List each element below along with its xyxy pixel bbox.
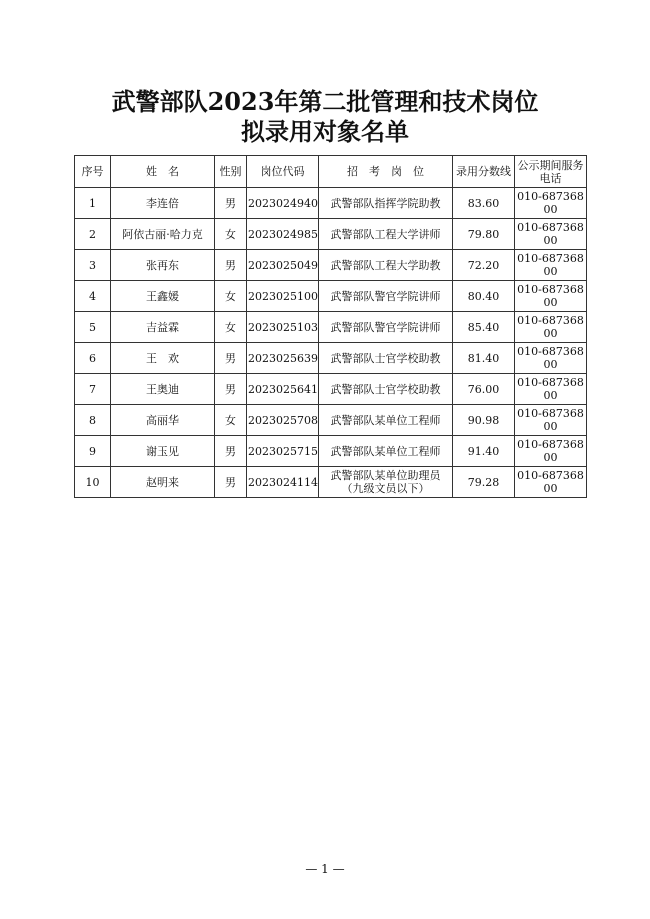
- page-number: — 1 —: [305, 862, 345, 876]
- cell-index: 2: [75, 219, 111, 250]
- cell-position-code: 2023025103: [247, 312, 319, 343]
- table-row: [75, 219, 587, 250]
- cell-index: 5: [75, 312, 111, 343]
- cell-position: 武警部队警官学院讲师: [319, 312, 453, 343]
- cell-phone: 010-68736800: [515, 281, 587, 312]
- cell-position-code: 2023025715: [247, 436, 319, 467]
- cell-name: 阿依古丽·哈力克: [111, 219, 215, 250]
- cell-gender: 女: [215, 219, 247, 250]
- title-line-1: 武警部队2023年第二批管理和技术岗位: [111, 87, 539, 116]
- header-index: 序号: [75, 156, 111, 188]
- cell-index: 4: [75, 281, 111, 312]
- cell-name: 王 欢: [111, 343, 215, 374]
- cell-position-code: 2023025708: [247, 405, 319, 436]
- header-position: 招 考 岗 位: [319, 156, 453, 188]
- cell-position-code: 2023025641: [247, 374, 319, 405]
- header-gender: 性别: [215, 156, 247, 188]
- cell-phone: 010-68736800: [515, 467, 587, 498]
- cell-position: 武警部队某单位助理员（九级文员以下）: [319, 467, 453, 498]
- cell-position: 武警部队指挥学院助教: [319, 188, 453, 219]
- cell-gender: 女: [215, 312, 247, 343]
- cell-phone: 010-68736800: [515, 343, 587, 374]
- table-row: [75, 281, 587, 312]
- cell-gender: 男: [215, 343, 247, 374]
- cell-position-code: 2023024985: [247, 219, 319, 250]
- cell-name: 吉益霖: [111, 312, 215, 343]
- cell-index: 7: [75, 374, 111, 405]
- cell-position: 武警部队士官学校助教: [319, 374, 453, 405]
- table-row: [75, 436, 587, 467]
- table-row: [75, 312, 587, 343]
- cell-score: 85.40: [453, 312, 515, 343]
- cell-name: 王奥迪: [111, 374, 215, 405]
- cell-position: 武警部队工程大学讲师: [319, 219, 453, 250]
- cell-score: 90.98: [453, 405, 515, 436]
- cell-index: 8: [75, 405, 111, 436]
- cell-phone: 010-68736800: [515, 219, 587, 250]
- cell-name: 李连倍: [111, 188, 215, 219]
- cell-index: 1: [75, 188, 111, 219]
- table-row: [75, 467, 587, 498]
- cell-gender: 男: [215, 250, 247, 281]
- cell-position-code: 2023025049: [247, 250, 319, 281]
- cell-gender: 女: [215, 405, 247, 436]
- cell-score: 81.40: [453, 343, 515, 374]
- cell-score: 91.40: [453, 436, 515, 467]
- header-phone: 公示期间服务电话: [515, 156, 587, 188]
- cell-score: 83.60: [453, 188, 515, 219]
- cell-gender: 男: [215, 374, 247, 405]
- cell-phone: 010-68736800: [515, 312, 587, 343]
- table-row: [75, 405, 587, 436]
- cell-index: 9: [75, 436, 111, 467]
- cell-index: 6: [75, 343, 111, 374]
- cell-position-code: 2023025639: [247, 343, 319, 374]
- cell-score: 79.80: [453, 219, 515, 250]
- cell-score: 76.00: [453, 374, 515, 405]
- cell-phone: 010-68736800: [515, 436, 587, 467]
- cell-phone: 010-68736800: [515, 405, 587, 436]
- cell-position: 武警部队警官学院讲师: [319, 281, 453, 312]
- header-name: 姓 名: [111, 156, 215, 188]
- cell-index: 10: [75, 467, 111, 498]
- cell-phone: 010-68736800: [515, 188, 587, 219]
- cell-name: 高丽华: [111, 405, 215, 436]
- cell-score: 72.20: [453, 250, 515, 281]
- cell-name: 王鑫媛: [111, 281, 215, 312]
- cell-position: 武警部队工程大学助教: [319, 250, 453, 281]
- table-row: [75, 188, 587, 219]
- cell-name: 赵明来: [111, 467, 215, 498]
- table-header-row: [75, 156, 587, 188]
- cell-position: 武警部队某单位工程师: [319, 405, 453, 436]
- cell-gender: 女: [215, 281, 247, 312]
- cell-phone: 010-68736800: [515, 250, 587, 281]
- header-score: 录用分数线: [453, 156, 515, 188]
- table-row: [75, 374, 587, 405]
- cell-name: 张再东: [111, 250, 215, 281]
- table-row: [75, 343, 587, 374]
- cell-phone: 010-68736800: [515, 374, 587, 405]
- cell-index: 3: [75, 250, 111, 281]
- table-row: [75, 250, 587, 281]
- cell-gender: 男: [215, 467, 247, 498]
- cell-score: 79.28: [453, 467, 515, 498]
- title-line-2: 拟录用对象名单: [241, 117, 409, 146]
- cell-position: 武警部队某单位工程师: [319, 436, 453, 467]
- cell-position: 武警部队士官学校助教: [319, 343, 453, 374]
- cell-name: 谢玉见: [111, 436, 215, 467]
- cell-gender: 男: [215, 188, 247, 219]
- cell-position-code: 2023024940: [247, 188, 319, 219]
- cell-score: 80.40: [453, 281, 515, 312]
- header-position-code: 岗位代码: [247, 156, 319, 188]
- cell-position-code: 2023024114: [247, 467, 319, 498]
- cell-position-code: 2023025100: [247, 281, 319, 312]
- candidate-table: [74, 155, 587, 498]
- cell-gender: 男: [215, 436, 247, 467]
